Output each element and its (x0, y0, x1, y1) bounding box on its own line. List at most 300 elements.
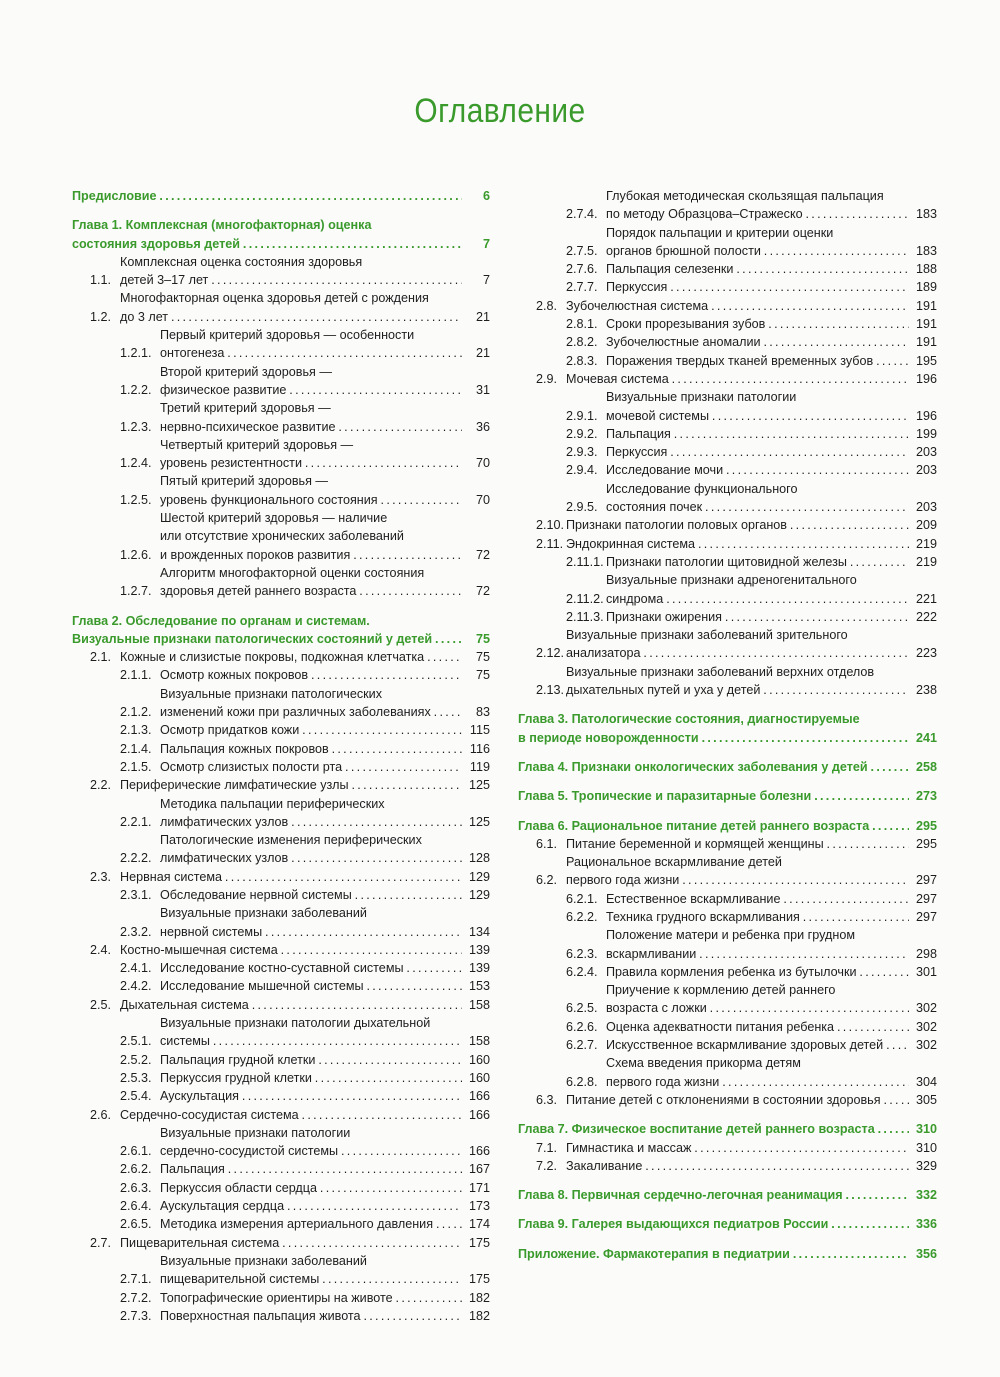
toc-entry-title (566, 663, 909, 700)
toc-entry-title-line: Патологические изменения периферических (160, 833, 422, 848)
toc-entry[interactable] (518, 260, 937, 278)
toc-entry[interactable] (72, 904, 490, 941)
toc-entry-title-line: Третий критерий здоровья — (160, 401, 331, 416)
toc-entry[interactable] (72, 721, 490, 739)
toc-entry[interactable] (72, 776, 490, 794)
toc-entry[interactable] (518, 1018, 937, 1036)
toc-entry-title-line: первого года жизни . . . (566, 871, 909, 889)
toc-entry[interactable] (518, 926, 937, 963)
section-gap (518, 1109, 937, 1120)
toc-entry-number: 1.2.2. (120, 382, 152, 397)
toc-entry[interactable] (72, 1014, 490, 1051)
toc-entry-title (160, 831, 462, 868)
toc-entry-number: 1.2.4. (120, 456, 152, 471)
toc-entry[interactable] (518, 535, 937, 553)
toc-entry[interactable] (518, 278, 937, 296)
toc-entry[interactable] (518, 1091, 937, 1109)
toc-entry[interactable] (518, 1036, 937, 1054)
toc-entry-title-line: Глава 3. Патологические состояния, диагностируемые (518, 712, 860, 727)
toc-entry-page: 196 (915, 371, 937, 386)
toc-entry[interactable] (518, 835, 937, 853)
toc-entry[interactable] (72, 1106, 490, 1124)
toc-entry-number: 2.5.4. (120, 1089, 152, 1104)
toc-entry[interactable] (518, 425, 937, 443)
toc-entry[interactable] (72, 831, 490, 868)
toc-entry-page: 166 (468, 1089, 490, 1104)
toc-entry-number: 2.1.5. (120, 759, 152, 774)
toc-entry-number: 2.6.5. (120, 1217, 152, 1232)
toc-left-column (72, 187, 490, 1325)
toc-chapter-entry[interactable] (518, 787, 937, 805)
toc-entry[interactable] (72, 289, 490, 326)
toc-entry-title: Эндокринная система . . . (566, 535, 909, 553)
toc-entry-page: 238 (915, 683, 937, 698)
toc-entry-title: Пальпация грудной клетки . . . (160, 1051, 462, 1069)
toc-entry-number: 2.5.3. (120, 1070, 152, 1085)
toc-entry[interactable] (72, 1215, 490, 1233)
toc-entry-title: Глава 6. Рациональное питание детей раннего возраста . . . (518, 817, 909, 835)
toc-entry[interactable] (518, 890, 937, 908)
toc-entry-number: 1.2. (90, 309, 112, 324)
toc-entry[interactable] (72, 1179, 490, 1197)
toc-entry-page: 195 (915, 353, 937, 368)
toc-entry-page: 223 (915, 646, 937, 661)
toc-entry-page: 134 (468, 924, 490, 939)
toc-entry-page: 116 (469, 741, 490, 756)
toc-entry-title: Гимнастика и массаж . . . (566, 1139, 909, 1157)
section-gap (518, 1234, 937, 1245)
toc-entry-title (606, 187, 909, 224)
toc-entry-number: 6.2.7. (566, 1038, 598, 1053)
toc-entry[interactable] (72, 758, 490, 776)
toc-chapter-entry[interactable] (72, 187, 490, 205)
toc-entry[interactable] (72, 1160, 490, 1178)
toc-entry[interactable] (72, 685, 490, 722)
toc-entry-title (160, 685, 462, 722)
toc-entry-title (160, 795, 462, 832)
toc-entry-title (606, 388, 909, 425)
toc-entry-title-line: лимфатических узлов . . . (160, 849, 462, 867)
toc-entry-title-line: онтогенеза . . . (160, 344, 462, 362)
toc-entry[interactable] (72, 1289, 490, 1307)
toc-entry-title (566, 853, 909, 890)
toc-entry-title-line: Визуальные признаки заболеваний верхних отделов (566, 664, 875, 679)
toc-entry-title: Пальпация . . . (606, 425, 909, 443)
toc-entry-number: 1.2.6. (120, 547, 152, 562)
toc-entry[interactable] (72, 1051, 490, 1069)
toc-entry[interactable] (72, 1087, 490, 1105)
toc-entry[interactable] (72, 1252, 490, 1289)
toc-entry-page: 199 (915, 426, 937, 441)
toc-entry-title-line: Визуальные признаки патологических (160, 686, 383, 701)
toc-entry[interactable] (518, 516, 937, 534)
toc-entry-title: Осмотр кожных покровов . . . (160, 666, 462, 684)
toc-entry[interactable] (518, 388, 937, 425)
toc-entry-title: Костно-мышечная система . . . (120, 941, 462, 959)
toc-entry-number: 2.7.5. (566, 243, 598, 258)
toc-chapter-entry[interactable] (518, 710, 937, 747)
toc-entry-number: 2.1.4. (120, 741, 152, 756)
toc-entry-title (160, 1252, 462, 1289)
toc-entry-number: 2.5.2. (120, 1052, 152, 1067)
toc-entry-title-line: Визуальные признаки патологии (606, 390, 797, 405)
toc-entry-title: Естественное вскармливание . . . (606, 890, 909, 908)
toc-chapter-entry[interactable] (518, 817, 937, 835)
toc-entry-title: Зубочелюстные аномалии . . . (606, 333, 909, 351)
section-gap (518, 806, 937, 817)
toc-entry-page: 182 (468, 1308, 490, 1323)
toc-entry-page: 160 (468, 1070, 490, 1085)
toc-entry-title-line: и врожденных пороков развития . . . (160, 546, 462, 564)
toc-entry-number: 2.8.1. (566, 317, 598, 332)
toc-entry-title-line: изменений кожи при различных заболеваниях . . . (160, 703, 462, 721)
toc-entry[interactable] (72, 868, 490, 886)
toc-entry-number: 6.2.8. (566, 1074, 598, 1089)
toc-entry-number: 2.5.1. (120, 1034, 152, 1049)
toc-entry[interactable] (518, 963, 937, 981)
toc-entry[interactable] (518, 908, 937, 926)
toc-entry-title: Топографические ориентиры на животе . . . (160, 1289, 462, 1307)
toc-entry-title-line: Визуальные признаки патологии (160, 1125, 351, 1140)
toc-entry-number: 2.1. (90, 650, 112, 665)
toc-entry-title (160, 1014, 462, 1051)
toc-entry-title-line: уровень функционального состояния . . . (160, 491, 462, 509)
toc-entry-number: 6.2.6. (566, 1019, 598, 1034)
toc-entry-number: 2.6. (90, 1107, 112, 1122)
toc-entry-title-line: возраста с ложки . . . (606, 999, 909, 1017)
toc-entry-title: Признаки патологии щитовидной железы . . . (606, 553, 909, 571)
toc-entry-title-line: мочевой системы . . . (606, 407, 909, 425)
toc-entry-page: 83 (475, 705, 490, 720)
toc-entry-title (606, 480, 909, 517)
toc-entry[interactable] (72, 996, 490, 1014)
toc-entry-title: Глава 4. Признаки онкологических заболевания у детей . . . (518, 758, 909, 776)
toc-entry-title: Аускультация . . . (160, 1087, 462, 1105)
toc-entry-page: 295 (915, 836, 937, 851)
toc-chapter-entry[interactable] (518, 1245, 937, 1263)
toc-entry-title-line: здоровья детей раннего возраста . . . (160, 582, 462, 600)
toc-entry[interactable] (518, 461, 937, 479)
toc-entry[interactable] (72, 648, 490, 666)
toc-entry-title: Пальпация . . . (160, 1160, 462, 1178)
toc-entry-title: Искусственное вскармливание здоровых детей . . . (606, 1036, 909, 1054)
section-gap (518, 1175, 937, 1186)
toc-entry[interactable] (518, 480, 937, 517)
toc-entry-page: 139 (468, 961, 490, 976)
toc-entry[interactable] (518, 315, 937, 333)
toc-entry-title: Периферические лимфатические узлы . . . (120, 776, 462, 794)
toc-entry-title: Глава 9. Галерея выдающихся педиатров России . . . (518, 1215, 909, 1233)
toc-entry-number: 2.11.2. (566, 591, 604, 606)
toc-entry-title (160, 1124, 462, 1161)
toc-entry-page: 115 (469, 723, 490, 738)
toc-entry-title: Исследование мочи . . . (606, 461, 909, 479)
toc-entry[interactable] (518, 187, 937, 224)
toc-entry-title (606, 1054, 909, 1091)
toc-entry-page: 297 (915, 891, 937, 906)
toc-entry-title-line: вскармливании . . . (606, 945, 909, 963)
toc-entry[interactable] (72, 977, 490, 995)
toc-entry[interactable] (518, 608, 937, 626)
toc-entry-title: Сроки прорезывания зубов . . . (606, 315, 909, 333)
section-gap (72, 205, 490, 216)
toc-entry-number: 2.7.6. (566, 262, 598, 277)
toc-entry-number: 2.6.2. (120, 1162, 152, 1177)
toc-entry-title: Дыхательная система . . . (120, 996, 462, 1014)
toc-entry-page: 175 (468, 1235, 490, 1250)
toc-entry[interactable] (518, 297, 937, 315)
toc-entry-title-line: Визуальные признаки заболеваний (160, 1253, 367, 1268)
toc-entry-title-line: Исследование функционального (606, 481, 798, 496)
toc-entry-page: 6 (482, 189, 490, 203)
toc-entry[interactable] (72, 326, 490, 363)
toc-entry-page: 75 (475, 668, 490, 683)
toc-entry-title-line: системы . . . (160, 1032, 462, 1050)
toc-entry-page: 139 (468, 942, 490, 957)
toc-entry-page: 171 (468, 1180, 490, 1195)
toc-entry-title-line: Порядок пальпации и критерии оценки (606, 225, 834, 240)
toc-entry-number: 2.9.1. (566, 408, 598, 423)
toc-entry-number: 2.4.2. (120, 979, 152, 994)
toc-entry-page: 158 (468, 997, 490, 1012)
toc-entry-page: 183 (915, 207, 937, 222)
toc-entry-page: 203 (915, 463, 937, 478)
toc-entry-page: 295 (915, 818, 937, 833)
toc-entry-title (160, 904, 462, 941)
toc-entry-title-line: состояния почек . . . (606, 498, 909, 516)
toc-entry-title: Зубочелюстная система . . . (566, 297, 909, 315)
toc-entry[interactable] (518, 1157, 937, 1175)
toc-entry-title (160, 399, 462, 436)
toc-entry-page: 153 (468, 979, 490, 994)
toc-entry-page: 36 (475, 419, 490, 434)
toc-entry-page: 166 (468, 1107, 490, 1122)
toc-entry-title: Пальпация кожных покровов . . . (160, 740, 462, 758)
toc-entry-page: 196 (915, 408, 937, 423)
toc-entry[interactable] (518, 224, 937, 261)
toc-entry[interactable] (72, 1069, 490, 1087)
toc-entry-page: 183 (915, 243, 937, 258)
toc-entry-title (606, 981, 909, 1018)
toc-entry-page: 191 (915, 335, 937, 350)
toc-chapter-entry[interactable] (518, 758, 937, 776)
toc-entry-number: 2.5. (90, 997, 112, 1012)
toc-entry-page: 273 (915, 789, 937, 804)
toc-entry-title-line: Комплексная оценка состояния здоровья (120, 254, 363, 269)
toc-entry[interactable] (72, 472, 490, 509)
toc-entry[interactable] (518, 352, 937, 370)
toc-entry-title (160, 363, 462, 400)
toc-entry[interactable] (72, 564, 490, 601)
toc-entry-title: Мочевая система . . . (566, 370, 909, 388)
toc-entry[interactable] (518, 1139, 937, 1157)
toc-entry-page: 188 (915, 262, 937, 277)
toc-entry-page: 72 (475, 547, 490, 562)
toc-entry[interactable] (72, 1124, 490, 1161)
toc-entry-page: 219 (915, 536, 937, 551)
toc-entry[interactable] (518, 571, 937, 608)
toc-entry[interactable] (518, 981, 937, 1018)
toc-chapter-entry[interactable] (518, 1215, 937, 1233)
toc-entry-number: 6.2.4. (566, 964, 598, 979)
toc-entry-title: Приложение. Фармакотерапия в педиатрии . . . (518, 1245, 909, 1263)
toc-chapter-entry[interactable] (72, 612, 490, 649)
toc-entry-page: 203 (915, 500, 937, 515)
toc-entry-title-line: Визуальные признаки адреногенитального (606, 573, 857, 588)
toc-entry-title: Признаки ожирения . . . (606, 608, 909, 626)
toc-entry-page: 119 (469, 759, 490, 774)
toc-entry-title-line: Приучение к кормлению детей раннего (606, 983, 836, 998)
toc-entry[interactable] (518, 553, 937, 571)
toc-entry-title (606, 926, 909, 963)
toc-entry-title (72, 612, 462, 649)
toc-entry[interactable] (72, 253, 490, 290)
toc-entry-title: Пальпация селезенки . . . (606, 260, 909, 278)
toc-entry-page: 221 (915, 591, 937, 606)
toc-entry-page: 166 (468, 1144, 490, 1159)
toc-entry-title-line: уровень резистентности . . . (160, 454, 462, 472)
toc-entry-page: 21 (475, 309, 490, 324)
toc-entry[interactable] (518, 443, 937, 461)
toc-entry[interactable] (72, 941, 490, 959)
toc-entry-title (160, 509, 462, 564)
toc-entry-number: 2.7.1. (120, 1272, 152, 1287)
toc-entry-page: 304 (915, 1074, 937, 1089)
toc-entry-title-line: сердечно-сосудистой системы . . . (160, 1142, 462, 1160)
toc-entry-number: 2.1.3. (120, 723, 152, 738)
toc-entry[interactable] (72, 795, 490, 832)
toc-entry-page: 75 (475, 631, 490, 646)
toc-entry-title: Перкуссия . . . (606, 443, 909, 461)
toc-entry-number: 1.2.7. (120, 584, 152, 599)
toc-entry-title: Питание детей с отклонениями в состоянии здоровья . . . (566, 1091, 909, 1109)
toc-entry-page: 174 (468, 1217, 490, 1232)
toc-chapter-entry[interactable] (72, 216, 490, 253)
toc-entry-page: 241 (915, 730, 937, 745)
toc-entry-title: Перкуссия области сердца . . . (160, 1179, 462, 1197)
toc-entry-page: 160 (468, 1052, 490, 1067)
toc-entry-title-line: в периоде новорожденности . . . (518, 729, 909, 747)
toc-entry-page: 167 (468, 1162, 490, 1177)
toc-entry-title: Нервная система . . . (120, 868, 462, 886)
toc-entry[interactable] (518, 333, 937, 351)
toc-entry-title-line: Первый критерий здоровья — особенности (160, 328, 415, 343)
toc-entry-number: 6.3. (536, 1092, 558, 1107)
toc-entry-title: Сердечно-сосудистая система . . . (120, 1106, 462, 1124)
toc-entry-number: 2.1.1. (120, 668, 152, 683)
toc-entry[interactable] (72, 740, 490, 758)
toc-entry-number: 2.13. (536, 683, 565, 698)
toc-entry-title-line: лимфатических узлов . . . (160, 813, 462, 831)
toc-entry-title-line: Глубокая методическая скользящая пальпация (606, 189, 884, 203)
toc-entry-title-line: нервно-психическое развитие . . . (160, 418, 462, 436)
toc-entry-title: Питание беременной и кормящей женщины . . . (566, 835, 909, 853)
toc-entry-title-line: Многофакторная оценка здоровья детей с рождения (120, 291, 429, 306)
toc-entry-number: 2.8.2. (566, 335, 598, 350)
toc-entry-title: Исследование мышечной системы . . . (160, 977, 462, 995)
toc-entry[interactable] (72, 509, 490, 564)
toc-entry[interactable] (72, 1307, 490, 1325)
toc-entry-number: 2.1.2. (120, 705, 152, 720)
toc-entry-title (160, 472, 462, 509)
toc-entry-page: 125 (468, 814, 490, 829)
toc-entry-title-line: дыхательных путей и уха у детей . . . (566, 681, 909, 699)
toc-entry-number: 2.2. (90, 778, 112, 793)
toc-entry-title: Правила кормления ребенка из бутылочки . . . (606, 963, 909, 981)
section-gap (518, 776, 937, 787)
toc-entry[interactable] (518, 1054, 937, 1091)
toc-entry-number: 6.2.2. (566, 909, 598, 924)
toc-entry[interactable] (72, 363, 490, 400)
toc-entry-title (160, 326, 462, 363)
toc-entry-title: Осмотр придатков кожи . . . (160, 721, 462, 739)
toc-entry-page: 129 (468, 887, 490, 902)
toc-entry-title: Перкуссия грудной клетки . . . (160, 1069, 462, 1087)
toc-entry[interactable] (72, 886, 490, 904)
toc-entry[interactable] (72, 959, 490, 977)
toc-entry[interactable] (518, 626, 937, 663)
toc-entry-title: Признаки патологии половых органов . . . (566, 516, 909, 534)
toc-entry-title-line: анализатора . . . (566, 644, 909, 662)
toc-entry-number: 2.7.4. (566, 207, 598, 222)
toc-entry-title-line: Шестой критерий здоровья — наличие (160, 511, 388, 526)
toc-entry-title-line: Визуальные признаки патологических состояний у детей . . . (72, 630, 462, 648)
toc-entry-title-line: физическое развитие . . . (160, 381, 462, 399)
toc-entry[interactable] (72, 436, 490, 473)
toc-entry-page: 7 (482, 236, 490, 251)
toc-entry-title: Поверхностная пальпация живота . . . (160, 1307, 462, 1325)
toc-entry[interactable] (72, 1234, 490, 1252)
toc-entry-number: 2.6.3. (120, 1180, 152, 1195)
toc-entry-number: 2.2.1. (120, 814, 152, 829)
toc-entry-number: 7.1. (536, 1140, 558, 1155)
toc-entry-title-line: или отсутствие хронических заболеваний (160, 529, 404, 544)
toc-entry-number: 2.7. (90, 1235, 112, 1250)
toc-entry-page: 222 (915, 609, 937, 624)
toc-entry-title (120, 253, 462, 290)
toc-entry[interactable] (518, 370, 937, 388)
toc-entry-title-line: Рациональное вскармливание детей (566, 855, 782, 870)
toc-entry-title: Исследование костно-суставной системы . . . (160, 959, 462, 977)
toc-entry-title: Предисловие . . . (72, 187, 462, 205)
toc-entry-number: 6.2. (536, 873, 558, 888)
toc-entry-title: Техника грудного вскармливания . . . (606, 908, 909, 926)
toc-entry-number: 2.7.3. (120, 1308, 152, 1323)
toc-entry-page: 75 (475, 650, 490, 665)
toc-entry-title (120, 289, 462, 326)
toc-chapter-entry[interactable] (518, 1186, 937, 1204)
toc-entry-page: 297 (915, 873, 937, 888)
toc-entry-number: 7.2. (536, 1158, 558, 1173)
toc-entry-number: 6.2.1. (566, 891, 598, 906)
toc-entry[interactable] (72, 399, 490, 436)
section-gap (72, 601, 490, 612)
toc-entry[interactable] (518, 853, 937, 890)
toc-entry-title: Осмотр слизистых полости рта . . . (160, 758, 462, 776)
toc-chapter-entry[interactable] (518, 1120, 937, 1138)
toc-entry-title: Пищеварительная система . . . (120, 1234, 462, 1252)
toc-entry[interactable] (518, 663, 937, 700)
toc-entry-title-line: Визуальные признаки патологии дыхательной (160, 1016, 431, 1031)
toc-entry-page: 302 (915, 1019, 937, 1034)
toc-entry[interactable] (72, 1197, 490, 1215)
toc-entry-number: 2.3. (90, 869, 112, 884)
toc-entry[interactable] (72, 666, 490, 684)
toc-entry-title (72, 216, 462, 253)
toc-entry-title: Глава 8. Первичная сердечно-легочная реанимация . . . (518, 1186, 909, 1204)
toc-entry-title: Закаливание . . . (566, 1157, 909, 1175)
toc-entry-title: Обследование нервной системы . . . (160, 886, 462, 904)
